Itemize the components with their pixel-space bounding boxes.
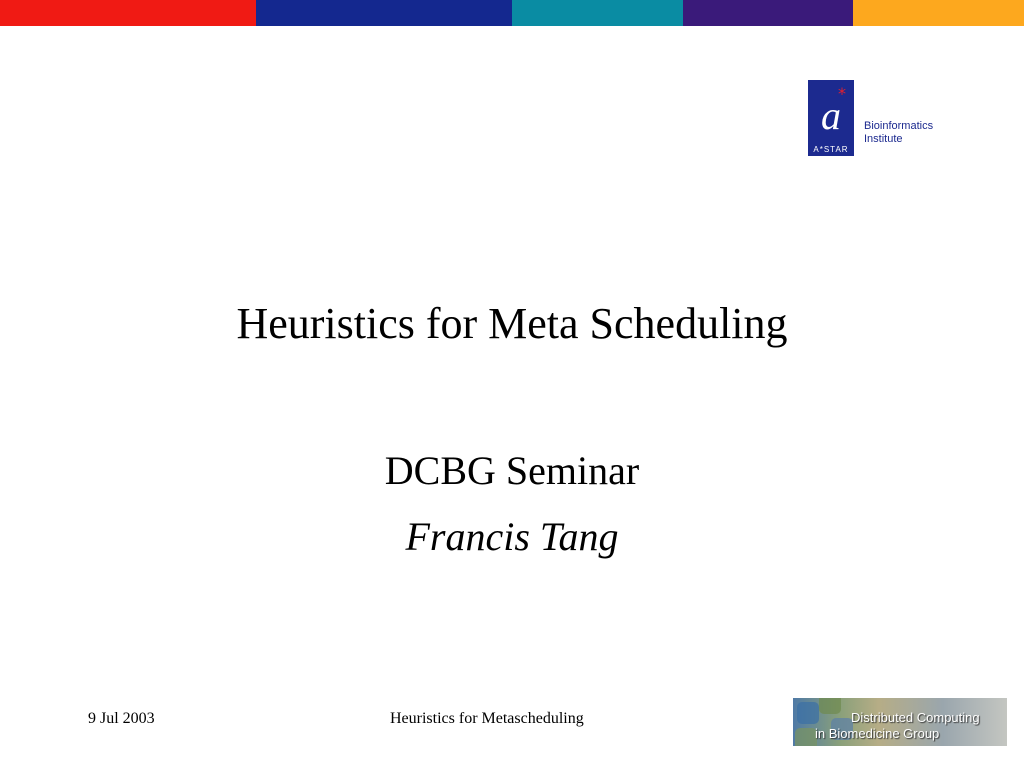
- footer-date: 9 Jul 2003: [88, 710, 155, 727]
- dcbg-banner-logo: [793, 698, 1007, 746]
- puzzle-piece-decor: [797, 702, 819, 724]
- top-color-bar: [0, 0, 1024, 26]
- puzzle-piece-decor: [795, 728, 817, 746]
- logo-institute-name: [864, 120, 933, 146]
- slide-subtitle: DCBG Seminar: [384, 448, 640, 493]
- color-bar-blue: [256, 0, 512, 26]
- logo-line-1: Bioinformatics: [864, 120, 934, 132]
- astar-logo-mark: [808, 80, 854, 156]
- color-bar-teal: [512, 0, 683, 26]
- bioinformatics-institute-logo: [808, 80, 948, 160]
- banner-line-1: Distributed Computing: [851, 710, 980, 725]
- color-bar-orange: [853, 0, 1024, 26]
- logo-line-2: Institute: [864, 133, 903, 145]
- slide-title: Heuristics for Meta Scheduling: [236, 299, 788, 348]
- logo-a-glyph: a: [821, 93, 841, 138]
- puzzle-piece-decor: [819, 698, 841, 714]
- logo-star-icon: *: [838, 84, 846, 103]
- slide-author: Francis Tang: [405, 514, 619, 559]
- banner-line-2: in Biomedicine Group: [815, 726, 940, 741]
- footer-title: Heuristics for Metascheduling: [390, 710, 584, 727]
- color-bar-purple: [683, 0, 853, 26]
- color-bar-red: [0, 0, 256, 26]
- logo-astar-text: A*STAR: [813, 145, 849, 154]
